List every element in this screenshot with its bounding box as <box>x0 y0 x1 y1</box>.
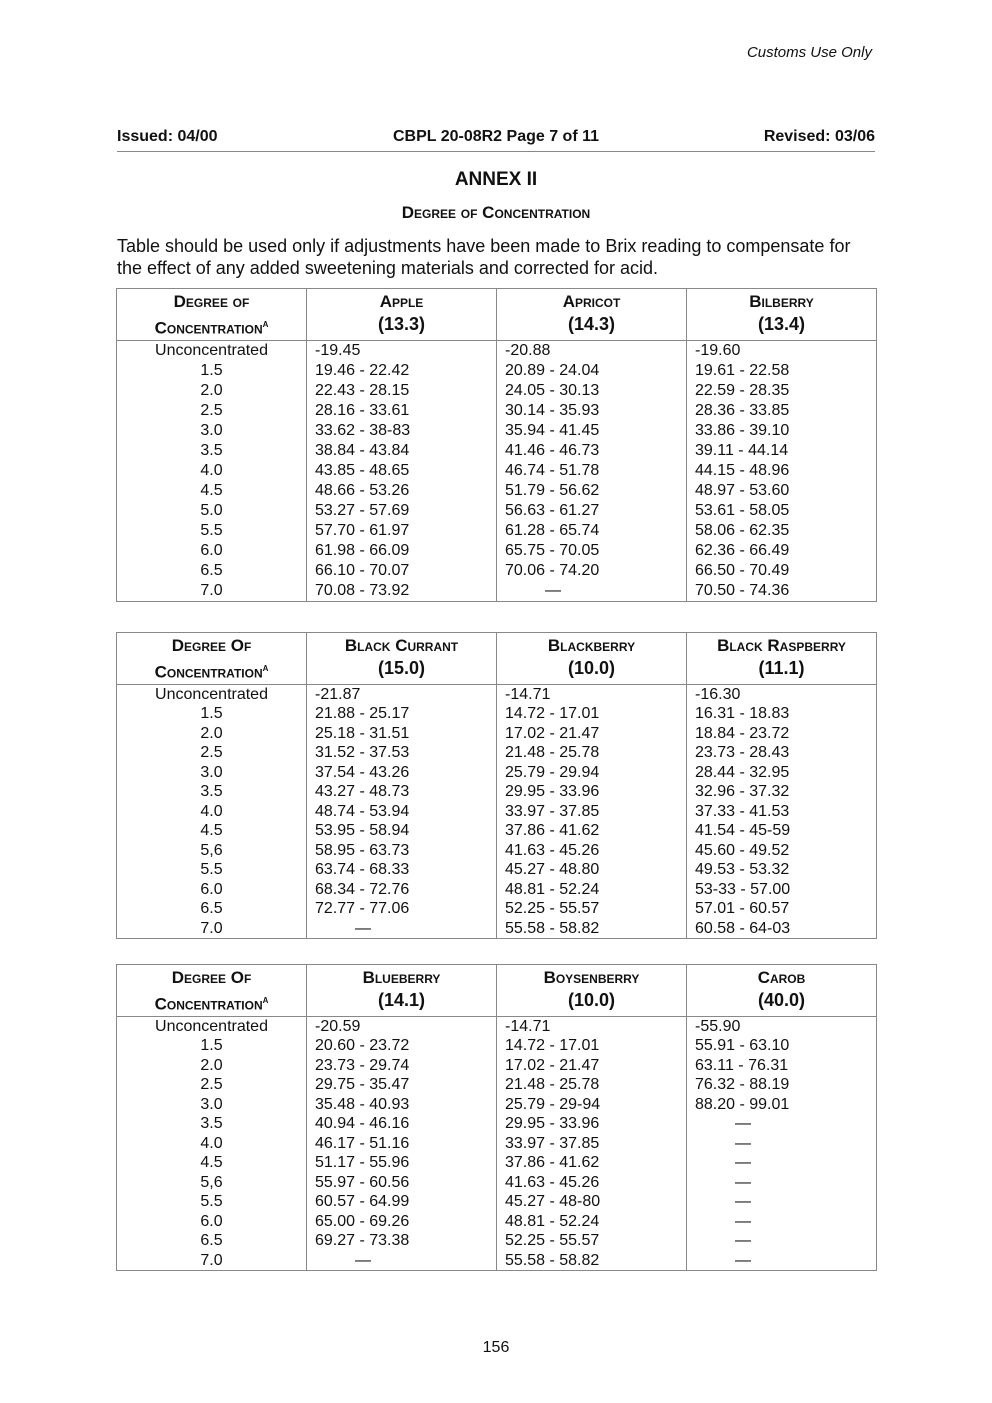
range-cell: 41.63 - 45.26 <box>497 1173 687 1193</box>
range-cell: 25.18 - 31.51 <box>307 724 497 744</box>
range-cell: 39.11 - 44.14 <box>687 441 877 461</box>
degree-cell: 7.0 <box>117 581 307 602</box>
degree-cell: 1.5 <box>117 1036 307 1056</box>
degree-cell: 3.5 <box>117 1114 307 1134</box>
table-row <box>117 880 877 900</box>
range-cell: 18.84 - 23.72 <box>687 724 877 744</box>
degree-cell: 4.5 <box>117 481 307 501</box>
range-cell: 43.27 - 48.73 <box>307 782 497 802</box>
range-cell: 57.70 - 61.97 <box>307 521 497 541</box>
fruit-column-header <box>497 289 687 341</box>
issued-date: Issued: 04/00 <box>117 128 218 145</box>
range-cell: 41.63 - 45.26 <box>497 841 687 861</box>
range-cell: 32.96 - 37.32 <box>687 782 877 802</box>
range-cell: 70.08 - 73.92 <box>307 581 497 602</box>
range-cell: 68.34 - 72.76 <box>307 880 497 900</box>
range-cell: 17.02 - 21.47 <box>497 724 687 744</box>
range-cell: 48.97 - 53.60 <box>687 481 877 501</box>
degree-cell: 2.5 <box>117 1075 307 1095</box>
range-cell: 17.02 - 21.47 <box>497 1056 687 1076</box>
range-cell: -19.45 <box>307 340 497 361</box>
table-row <box>117 1153 877 1173</box>
degree-cell: 2.0 <box>117 724 307 744</box>
range-cell: — <box>687 1251 877 1271</box>
degree-cell: 6.5 <box>117 1231 307 1251</box>
degree-header-text: Concentration <box>154 318 263 338</box>
degree-cell: 4.0 <box>117 802 307 822</box>
range-cell: -21.87 <box>307 684 497 704</box>
fruit-column-header <box>687 289 877 341</box>
fruit-name: Black Currant <box>344 636 459 655</box>
degree-cell: 3.5 <box>117 782 307 802</box>
table-row <box>117 541 877 561</box>
document-id: CBPL 20-08R2 Page 7 of 11 <box>392 128 600 145</box>
range-cell: -14.71 <box>497 684 687 704</box>
range-cell: 21.48 - 25.78 <box>497 1075 687 1095</box>
range-cell: 62.36 - 66.49 <box>687 541 877 561</box>
range-cell: 30.14 - 35.93 <box>497 401 687 421</box>
range-cell: 38.84 - 43.84 <box>307 441 497 461</box>
degree-cell: 5,6 <box>117 1173 307 1193</box>
fruit-column-header <box>307 965 497 1017</box>
degree-header-line1: Degree Of <box>171 636 252 655</box>
degree-cell: 3.5 <box>117 441 307 461</box>
range-cell: 22.59 - 28.35 <box>687 381 877 401</box>
range-cell: -14.71 <box>497 1016 687 1036</box>
range-cell: 52.25 - 55.57 <box>497 1231 687 1251</box>
range-cell: 23.73 - 29.74 <box>307 1056 497 1076</box>
range-cell: 37.33 - 41.53 <box>687 802 877 822</box>
fruit-name: Carob <box>757 968 806 987</box>
range-cell: 37.54 - 43.26 <box>307 763 497 783</box>
range-cell: 35.94 - 41.45 <box>497 421 687 441</box>
range-cell: 53.95 - 58.94 <box>307 821 497 841</box>
range-cell: — <box>687 1192 877 1212</box>
degree-cell: 5.0 <box>117 501 307 521</box>
table-row <box>117 743 877 763</box>
range-cell: 43.85 - 48.65 <box>307 461 497 481</box>
intro-paragraph: Table should be used only if adjustments have been made to Brix reading to compensate for the effect of any added sweetening materials and corrected for acid. <box>117 236 851 278</box>
table-row <box>117 782 877 802</box>
annex-title: ANNEX II <box>454 169 538 190</box>
brix-value: (13.3) <box>377 314 426 334</box>
range-cell: 29.95 - 33.96 <box>497 782 687 802</box>
range-cell: 28.16 - 33.61 <box>307 401 497 421</box>
range-cell: 56.63 - 61.27 <box>497 501 687 521</box>
degree-cell: 6.0 <box>117 1212 307 1232</box>
range-cell: -20.59 <box>307 1016 497 1036</box>
range-cell: — <box>687 1231 877 1251</box>
fruit-name: Blackberry <box>547 636 636 655</box>
table-row <box>117 441 877 461</box>
table-row <box>117 340 877 361</box>
range-cell: 76.32 - 88.19 <box>687 1075 877 1095</box>
degree-cell: Unconcentrated <box>117 1016 307 1036</box>
table-row <box>117 763 877 783</box>
range-cell: 66.50 - 70.49 <box>687 561 877 581</box>
range-cell: 53-33 - 57.00 <box>687 880 877 900</box>
fruit-column-header <box>687 633 877 685</box>
customs-use-label: Customs Use Only <box>746 44 872 61</box>
fruit-name: Blueberry <box>362 968 441 987</box>
fruit-name: Black Raspberry <box>717 636 846 655</box>
range-cell: 57.01 - 60.57 <box>687 899 877 919</box>
range-cell: 70.50 - 74.36 <box>687 581 877 602</box>
degree-cell: 6.5 <box>117 561 307 581</box>
table-row <box>117 481 877 501</box>
table-row <box>117 461 877 481</box>
range-cell: 65.75 - 70.05 <box>497 541 687 561</box>
range-cell: 28.44 - 32.95 <box>687 763 877 783</box>
page-number: 156 <box>482 1339 510 1356</box>
range-cell: — <box>687 1212 877 1232</box>
table-row <box>117 1056 877 1076</box>
table-row <box>117 1212 877 1232</box>
range-cell: 41.46 - 46.73 <box>497 441 687 461</box>
range-cell: 48.81 - 52.24 <box>497 880 687 900</box>
table-row <box>117 860 877 880</box>
table-row <box>117 724 877 744</box>
range-cell: -19.60 <box>687 340 877 361</box>
table-row <box>117 1173 877 1193</box>
brix-value: (13.4) <box>757 314 806 334</box>
document-header <box>117 128 875 152</box>
degree-cell: 1.5 <box>117 361 307 381</box>
range-cell: 53.27 - 57.69 <box>307 501 497 521</box>
table-row <box>117 802 877 822</box>
table-row <box>117 581 877 602</box>
range-cell: 19.46 - 22.42 <box>307 361 497 381</box>
table-row <box>117 821 877 841</box>
range-cell: 65.00 - 69.26 <box>307 1212 497 1232</box>
table-row <box>117 1251 877 1271</box>
degree-cell: 7.0 <box>117 919 307 939</box>
degree-cell: 4.0 <box>117 1134 307 1154</box>
fruit-name: Bilberry <box>749 292 814 311</box>
range-cell: 48.81 - 52.24 <box>497 1212 687 1232</box>
degree-header-text: Concentration <box>154 662 263 682</box>
table-header-row <box>117 965 877 1017</box>
table-row <box>117 919 877 939</box>
fruit-column-header <box>307 633 497 685</box>
range-cell: -55.90 <box>687 1016 877 1036</box>
degree-cell: 5.5 <box>117 1192 307 1212</box>
range-cell: — <box>307 919 497 939</box>
range-cell: 24.05 - 30.13 <box>497 381 687 401</box>
range-cell: 25.79 - 29.94 <box>497 763 687 783</box>
degree-cell: 2.5 <box>117 743 307 763</box>
table-row <box>117 401 877 421</box>
degree-cell: 3.0 <box>117 421 307 441</box>
range-cell: — <box>687 1134 877 1154</box>
degree-cell: Unconcentrated <box>117 684 307 704</box>
range-cell: 33.86 - 39.10 <box>687 421 877 441</box>
section-subtitle: Degree of Concentration <box>401 203 591 222</box>
fruit-name: Apricot <box>562 292 621 311</box>
table-row <box>117 899 877 919</box>
range-cell: — <box>687 1153 877 1173</box>
footnote-marker: a <box>262 662 269 674</box>
range-cell: 88.20 - 99.01 <box>687 1095 877 1115</box>
range-cell: 16.31 - 18.83 <box>687 704 877 724</box>
range-cell: — <box>497 581 687 602</box>
brix-value: (14.1) <box>377 990 426 1010</box>
brix-value: (14.3) <box>567 314 616 334</box>
range-cell: 63.74 - 68.33 <box>307 860 497 880</box>
footnote-marker: a <box>262 994 269 1006</box>
range-cell: 45.60 - 49.52 <box>687 841 877 861</box>
range-cell: 44.15 - 48.96 <box>687 461 877 481</box>
range-cell: 45.27 - 48-80 <box>497 1192 687 1212</box>
concentration-table-1 <box>116 288 877 602</box>
degree-column-header <box>117 965 307 1017</box>
brix-value: (11.1) <box>758 658 805 678</box>
brix-value: (10.0) <box>567 658 616 678</box>
fruit-column-header <box>307 289 497 341</box>
degree-header-line2 <box>121 657 302 684</box>
table-row <box>117 421 877 441</box>
range-cell: 37.86 - 41.62 <box>497 821 687 841</box>
degree-header-line1: Degree Of <box>171 968 252 987</box>
range-cell: 35.48 - 40.93 <box>307 1095 497 1115</box>
degree-cell: 4.0 <box>117 461 307 481</box>
range-cell: 21.48 - 25.78 <box>497 743 687 763</box>
degree-cell: 2.0 <box>117 1056 307 1076</box>
range-cell: 23.73 - 28.43 <box>687 743 877 763</box>
range-cell: — <box>687 1114 877 1134</box>
table-row <box>117 1231 877 1251</box>
degree-cell: 6.0 <box>117 880 307 900</box>
range-cell: 14.72 - 17.01 <box>497 1036 687 1056</box>
range-cell: 31.52 - 37.53 <box>307 743 497 763</box>
degree-cell: 2.0 <box>117 381 307 401</box>
range-cell: 60.57 - 64.99 <box>307 1192 497 1212</box>
fruit-name: Boysenberry <box>543 968 640 987</box>
range-cell: 46.74 - 51.78 <box>497 461 687 481</box>
fruit-column-header <box>687 965 877 1017</box>
degree-cell: 3.0 <box>117 763 307 783</box>
brix-value: (10.0) <box>567 990 616 1010</box>
range-cell: -16.30 <box>687 684 877 704</box>
range-cell: 55.97 - 60.56 <box>307 1173 497 1193</box>
range-cell: 55.58 - 58.82 <box>497 1251 687 1271</box>
degree-cell: 5,6 <box>117 841 307 861</box>
range-cell: 52.25 - 55.57 <box>497 899 687 919</box>
range-cell: 33.62 - 38-83 <box>307 421 497 441</box>
range-cell: 29.95 - 33.96 <box>497 1114 687 1134</box>
degree-cell: 5.5 <box>117 860 307 880</box>
range-cell: 61.28 - 65.74 <box>497 521 687 541</box>
range-cell: 33.97 - 37.85 <box>497 1134 687 1154</box>
fruit-name: Apple <box>379 292 424 311</box>
range-cell: 61.98 - 66.09 <box>307 541 497 561</box>
concentration-table-2 <box>116 632 877 939</box>
degree-cell: 4.5 <box>117 821 307 841</box>
range-cell: 53.61 - 58.05 <box>687 501 877 521</box>
range-cell: 37.86 - 41.62 <box>497 1153 687 1173</box>
range-cell: 41.54 - 45-59 <box>687 821 877 841</box>
range-cell: 46.17 - 51.16 <box>307 1134 497 1154</box>
range-cell: 51.17 - 55.96 <box>307 1153 497 1173</box>
range-cell: 55.58 - 58.82 <box>497 919 687 939</box>
degree-cell: 6.0 <box>117 541 307 561</box>
range-cell: 45.27 - 48.80 <box>497 860 687 880</box>
range-cell: 14.72 - 17.01 <box>497 704 687 724</box>
revised-date: Revised: 03/06 <box>763 128 875 145</box>
fruit-column-header <box>497 965 687 1017</box>
range-cell: 19.61 - 22.58 <box>687 361 877 381</box>
table-header-row <box>117 289 877 341</box>
range-cell: 33.97 - 37.85 <box>497 802 687 822</box>
table-row <box>117 1134 877 1154</box>
table-row <box>117 561 877 581</box>
range-cell: 69.27 - 73.38 <box>307 1231 497 1251</box>
table-row <box>117 521 877 541</box>
range-cell: — <box>307 1251 497 1271</box>
range-cell: 40.94 - 46.16 <box>307 1114 497 1134</box>
range-cell: 60.58 - 64-03 <box>687 919 877 939</box>
table-row <box>117 381 877 401</box>
range-cell: 28.36 - 33.85 <box>687 401 877 421</box>
range-cell: 58.06 - 62.35 <box>687 521 877 541</box>
brix-value: (40.0) <box>757 990 806 1010</box>
degree-cell: 4.5 <box>117 1153 307 1173</box>
table-row <box>117 704 877 724</box>
degree-cell: Unconcentrated <box>117 340 307 361</box>
range-cell: -20.88 <box>497 340 687 361</box>
range-cell: — <box>687 1173 877 1193</box>
range-cell: 48.66 - 53.26 <box>307 481 497 501</box>
degree-cell: 7.0 <box>117 1251 307 1271</box>
footnote-marker: a <box>262 318 269 330</box>
degree-cell: 2.5 <box>117 401 307 421</box>
brix-value: (15.0) <box>377 658 426 678</box>
range-cell: 29.75 - 35.47 <box>307 1075 497 1095</box>
range-cell: 58.95 - 63.73 <box>307 841 497 861</box>
degree-cell: 5.5 <box>117 521 307 541</box>
range-cell: 70.06 - 74.20 <box>497 561 687 581</box>
range-cell: 20.89 - 24.04 <box>497 361 687 381</box>
range-cell: 48.74 - 53.94 <box>307 802 497 822</box>
table-row <box>117 1192 877 1212</box>
table-row <box>117 1036 877 1056</box>
range-cell: 49.53 - 53.32 <box>687 860 877 880</box>
range-cell: 55.91 - 63.10 <box>687 1036 877 1056</box>
degree-header-line2 <box>121 989 302 1016</box>
table-row <box>117 1075 877 1095</box>
degree-column-header <box>117 289 307 341</box>
degree-header-line1: Degree of <box>173 292 250 311</box>
range-cell: 72.77 - 77.06 <box>307 899 497 919</box>
range-cell: 66.10 - 70.07 <box>307 561 497 581</box>
degree-header-line2 <box>121 313 302 340</box>
range-cell: 22.43 - 28.15 <box>307 381 497 401</box>
degree-cell: 1.5 <box>117 704 307 724</box>
table-row <box>117 684 877 704</box>
range-cell: 25.79 - 29-94 <box>497 1095 687 1115</box>
table-row <box>117 501 877 521</box>
range-cell: 63.11 - 76.31 <box>687 1056 877 1076</box>
table-row <box>117 1114 877 1134</box>
table-row <box>117 1095 877 1115</box>
table-header-row <box>117 633 877 685</box>
degree-cell: 3.0 <box>117 1095 307 1115</box>
degree-cell: 6.5 <box>117 899 307 919</box>
table-row <box>117 361 877 381</box>
concentration-table-3 <box>116 964 877 1271</box>
table-row <box>117 841 877 861</box>
table-row <box>117 1016 877 1036</box>
degree-column-header <box>117 633 307 685</box>
range-cell: 20.60 - 23.72 <box>307 1036 497 1056</box>
range-cell: 21.88 - 25.17 <box>307 704 497 724</box>
range-cell: 51.79 - 56.62 <box>497 481 687 501</box>
fruit-column-header <box>497 633 687 685</box>
degree-header-text: Concentration <box>154 994 263 1014</box>
